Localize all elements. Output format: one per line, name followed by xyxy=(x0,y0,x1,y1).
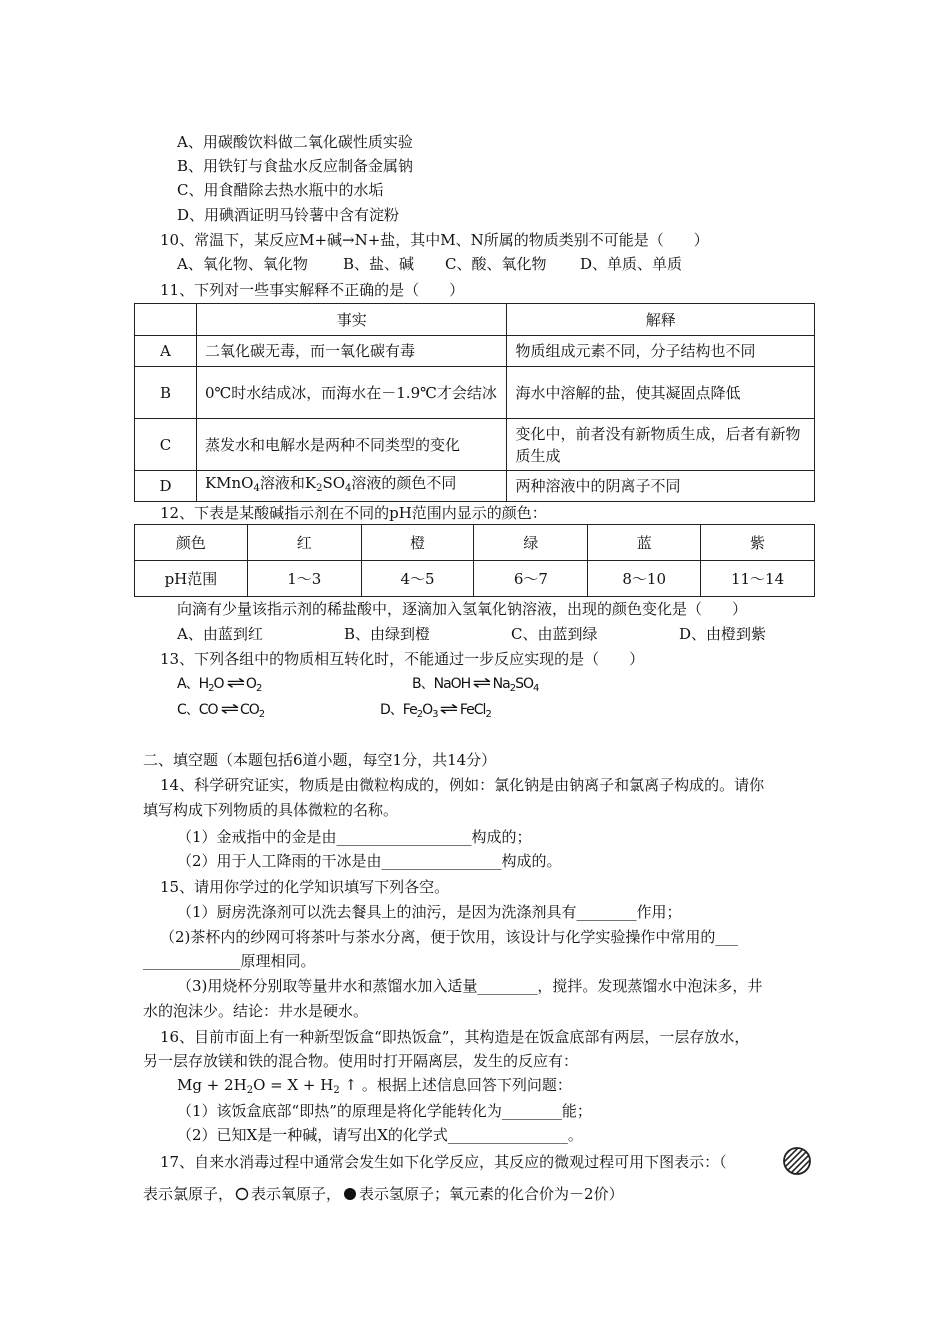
q12-ph-cell: 4～5 xyxy=(361,561,474,597)
fact-text: 溶液的颜色不同 xyxy=(351,474,457,492)
q13-option-b xyxy=(412,672,538,700)
q17-line2 xyxy=(143,1183,624,1205)
q15-item1: （1）厨房洗涤剂可以洗去餐具上的油污，是因为洗涤剂具有________作用； xyxy=(177,903,682,921)
q11-row-a xyxy=(135,336,815,367)
legend-text: 表示氯原子， xyxy=(143,1185,234,1203)
formula: CO xyxy=(239,702,259,718)
q10-stem: 10、常温下，某反应M+碱→N+盐，其中M、N所属的物质类别不可能是（ ） xyxy=(160,231,709,249)
option-label: C、 xyxy=(177,702,199,718)
q12-color-cell: 橙 xyxy=(361,525,474,561)
oxygen-atom-icon xyxy=(235,1187,249,1201)
q14-item2: （2）用于人工降雨的干冰是由________________构成的。 xyxy=(177,852,562,870)
subscript: 2 xyxy=(208,683,214,694)
formula: O xyxy=(213,676,224,692)
formula-kmno4: KMnO xyxy=(204,474,254,492)
reversible-arrow-icon: ⇌ xyxy=(220,699,238,718)
q12-option-d: D、由橙到紫 xyxy=(679,625,767,643)
q12-color-cell: 蓝 xyxy=(588,525,701,561)
fact-text: 溶液和K xyxy=(259,474,317,492)
q11-row-explain: 海水中溶解的盐，使其凝固点降低 xyxy=(507,367,815,419)
q11-row-explain: 变化中，前者没有新物质生成，后者有新物质生成 xyxy=(507,419,815,471)
legend-text: 表示氢原子；氧元素的化合价为－2价） xyxy=(359,1185,624,1203)
q12-ph-cell: 6～7 xyxy=(474,561,588,597)
q13-stem: 13、下列各组中的物质相互转化时，不能通过一步反应实现的是（ ） xyxy=(160,650,645,668)
formula: O xyxy=(245,676,256,692)
q9-option-c: C、用食醋除去热水瓶中的水垢 xyxy=(177,181,384,199)
q12-color-cell: 绿 xyxy=(474,525,588,561)
q10-option-c: C、酸、氧化物 xyxy=(445,255,547,273)
subscript: 2 xyxy=(485,709,491,720)
q9-option-b: B、用铁钉与食盐水反应制备金属钠 xyxy=(177,157,414,175)
q11-row-label: C xyxy=(135,419,197,471)
formula: O xyxy=(422,702,433,718)
q11-stem: 11、下列对一些事实解释不正确的是（ ） xyxy=(160,281,465,299)
q10-option-b: B、盐、碱 xyxy=(343,255,415,273)
option-label: A、 xyxy=(177,676,199,692)
q11-row-fact: 蒸发水和电解水是两种不同类型的变化 xyxy=(196,419,507,471)
q11-row-explain: 物质组成元素不同，分子结构也不同 xyxy=(507,336,815,367)
q11-header-explain: 解释 xyxy=(507,304,815,336)
q11-table xyxy=(134,303,815,502)
q12-question: 向滴有少量该指示剂的稀盐酸中，逐滴加入氢氧化钠溶液，出现的颜色变化是（ ） xyxy=(177,600,748,618)
q12-ph-cell: 1～3 xyxy=(247,561,361,597)
subscript: 3 xyxy=(432,709,438,720)
formula: Na xyxy=(492,676,510,692)
q11-row-fact xyxy=(196,471,507,502)
q12-color-cell: 紫 xyxy=(701,525,815,561)
option-label: D、 xyxy=(380,702,403,718)
q11-row-fact: 二氧化碳无毒，而一氧化碳有毒 xyxy=(196,336,507,367)
q12-option-c: C、由蓝到绿 xyxy=(511,625,598,643)
formula: CO xyxy=(198,702,218,718)
q11-header-blank xyxy=(135,304,197,336)
q11-row-label: A xyxy=(135,336,197,367)
q12-ph-cell: 8～10 xyxy=(588,561,701,597)
subscript: 4 xyxy=(532,683,539,694)
q16-equation xyxy=(177,1074,572,1102)
q12-option-b: B、由绿到橙 xyxy=(344,625,431,643)
reversible-arrow-icon: ⇌ xyxy=(226,673,244,692)
q12-color-row xyxy=(135,525,815,561)
q11-row-label: D xyxy=(135,471,197,502)
q11-header-row xyxy=(135,304,815,336)
subscript: 4 xyxy=(253,483,260,494)
q14-line1: 14、科学研究证实，物质是由微粒构成的，例如：氯化钠是由钠离子和氯离子构成的。请你 xyxy=(160,776,765,794)
q13-option-a xyxy=(177,672,261,700)
subscript: 2 xyxy=(255,683,262,694)
formula: FeCl xyxy=(459,702,486,718)
q12-option-a: A、由蓝到红 xyxy=(177,625,263,643)
formula: H xyxy=(198,676,209,692)
q15-item3a: （3)用烧杯分别取等量井水和蒸馏水加入适量________，搅拌。发现蒸馏水中泡沫多，井 xyxy=(177,977,763,995)
q11-row-label: B xyxy=(135,367,197,419)
q13-option-d xyxy=(380,698,491,726)
option-label: B、 xyxy=(412,676,434,692)
chlorine-atom-icon xyxy=(782,1146,812,1176)
q14-item1: （1）金戒指中的金是由__________________构成的； xyxy=(177,828,532,846)
q17-line1: 17、自来水消毒过程中通常会发生如下化学反应，其反应的微观过程可用下图表示：（ xyxy=(160,1153,727,1171)
subscript: 2 xyxy=(333,1085,340,1096)
q11-row-d xyxy=(135,471,815,502)
q12-ph-cell: 11～14 xyxy=(701,561,815,597)
q15-item2a: （2)茶杯内的纱网可将茶叶与茶水分离，便于饮用，该设计与化学实验操作中常用的___ xyxy=(160,928,738,946)
q16-item2: （2）已知X是一种碱，请写出X的化学式________________。 xyxy=(177,1126,583,1144)
q12-color-cell: 红 xyxy=(247,525,361,561)
q12-ph-row xyxy=(135,561,815,597)
formula: SO xyxy=(515,676,533,692)
subscript: 2 xyxy=(316,483,323,494)
subscript: 2 xyxy=(246,1085,254,1096)
formula: NaOH xyxy=(433,676,471,692)
q14-line2: 填写构成下列物质的具体微粒的名称。 xyxy=(143,801,399,819)
q9-option-d: D、用碘酒证明马铃薯中含有淀粉 xyxy=(177,206,400,224)
legend-text: 表示氧原子， xyxy=(251,1185,342,1203)
q9-option-a: A、用碳酸饮料做二氧化碳性质实验 xyxy=(177,133,413,151)
q15-item3b: 水的泡沫少。结论：井水是硬水。 xyxy=(143,1002,369,1020)
q11-row-b xyxy=(135,367,815,419)
q11-row-c xyxy=(135,419,815,471)
equation-part: O = X + H xyxy=(253,1076,334,1094)
reversible-arrow-icon: ⇌ xyxy=(472,673,491,692)
equation-part: Mg + 2H xyxy=(177,1076,247,1094)
section-2-title: 二、填空题（本题包括6道小题，每空1分，共14分） xyxy=(143,751,497,769)
q11-row-fact: 0℃时水结成冰，而海水在－1.9℃才会结冰 xyxy=(196,367,507,419)
q12-stem: 12、下表是某酸碱指示剂在不同的pH范围内显示的颜色： xyxy=(160,504,547,522)
q16-item1: （1）该饭盒底部“即热”的原理是将化学能转化为________能； xyxy=(177,1102,592,1120)
subscript: 2 xyxy=(509,683,516,694)
q12-row-label: 颜色 xyxy=(135,525,248,561)
q15-item2b: _____________原理相同。 xyxy=(143,952,316,970)
q16-line2: 另一层存放镁和铁的混合物。使用时打开隔离层，发生的反应有： xyxy=(143,1052,579,1070)
q15-stem: 15、请用你学过的化学知识填写下列各空。 xyxy=(160,878,450,896)
q16-line1: 16、目前市面上有一种新型饭盒“即热饭盒”，其构造是在饭盒底部有两层，一层存放水， xyxy=(160,1028,750,1046)
formula: Fe xyxy=(402,702,417,718)
q12-table xyxy=(134,524,815,597)
reversible-arrow-icon: ⇌ xyxy=(439,699,458,718)
equation-part: ↑ 。根据上述信息回答下列问题： xyxy=(339,1076,572,1094)
formula-so: SO xyxy=(322,474,346,492)
q12-row-label: pH范围 xyxy=(135,561,248,597)
q13-option-c xyxy=(177,698,264,726)
hydrogen-atom-icon xyxy=(343,1187,357,1201)
q10-option-d: D、单质、单质 xyxy=(580,255,683,273)
q10-option-a: A、氧化物、氧化物 xyxy=(177,255,308,273)
subscript: 2 xyxy=(258,709,265,720)
q11-header-fact: 事实 xyxy=(196,304,507,336)
subscript: 4 xyxy=(345,483,352,494)
subscript: 2 xyxy=(416,709,423,720)
q11-row-explain: 两种溶液中的阴离子不同 xyxy=(507,471,815,502)
